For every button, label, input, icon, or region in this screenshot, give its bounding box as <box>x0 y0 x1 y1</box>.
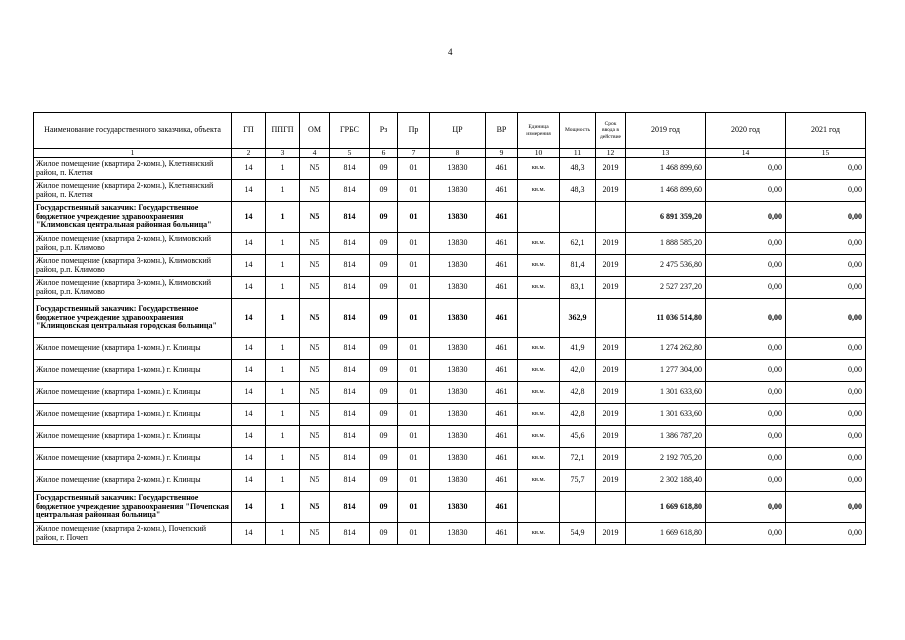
table-cell: кв.м. <box>518 338 560 360</box>
object-name-cell: Жилое помещение (квартира 3-комн.), Климовский район, р.п. Климово <box>34 255 232 277</box>
table-cell: 42,0 <box>560 360 596 382</box>
table-cell: 13830 <box>430 360 486 382</box>
table-cell: 09 <box>370 492 398 523</box>
table-cell: N5 <box>300 360 330 382</box>
table-cell: 0,00 <box>706 158 786 180</box>
col-header-gp: ГП <box>232 113 266 149</box>
table-cell: 72,1 <box>560 448 596 470</box>
table-cell: 1 <box>266 299 300 338</box>
table-cell: 0,00 <box>706 202 786 233</box>
table-cell: 0,00 <box>786 255 866 277</box>
table-cell: 2 192 705,20 <box>626 448 706 470</box>
table-cell: 2019 <box>596 448 626 470</box>
table-cell: 2019 <box>596 523 626 545</box>
object-row <box>34 180 866 202</box>
table-cell: 814 <box>330 404 370 426</box>
table-cell: 0,00 <box>706 360 786 382</box>
table-cell: 1 <box>266 382 300 404</box>
table-cell <box>518 299 560 338</box>
table-cell: N5 <box>300 404 330 426</box>
table-cell: 0,00 <box>706 448 786 470</box>
table-cell: 09 <box>370 180 398 202</box>
table-cell: 13830 <box>430 426 486 448</box>
column-number: 10 <box>518 149 560 158</box>
table-cell: N5 <box>300 202 330 233</box>
table-cell: 13830 <box>430 233 486 255</box>
table-cell: 1 274 262,80 <box>626 338 706 360</box>
table-cell: кв.м. <box>518 277 560 299</box>
table-cell: 814 <box>330 360 370 382</box>
table-cell: кв.м. <box>518 523 560 545</box>
table-cell: 0,00 <box>706 470 786 492</box>
investment-objects-table <box>33 112 866 545</box>
table-cell: 14 <box>232 448 266 470</box>
table-cell: 0,00 <box>786 360 866 382</box>
table-cell: 01 <box>398 426 430 448</box>
table-cell: 14 <box>232 338 266 360</box>
column-number: 15 <box>786 149 866 158</box>
table-cell: 01 <box>398 202 430 233</box>
table-cell: 14 <box>232 426 266 448</box>
table-cell: 0,00 <box>706 277 786 299</box>
object-name-cell: Государственный заказчик: Государственное бюджетное учреждение здравоохранения "Климовская центральная районная больница" <box>34 202 232 233</box>
table-cell: 01 <box>398 277 430 299</box>
table-cell: 0,00 <box>786 470 866 492</box>
table-cell: N5 <box>300 233 330 255</box>
col-header-pr: Пр <box>398 113 430 149</box>
table-cell: 461 <box>486 338 518 360</box>
table-body <box>34 158 866 545</box>
table-cell: 13830 <box>430 202 486 233</box>
table-cell: 01 <box>398 233 430 255</box>
table-cell: 13830 <box>430 180 486 202</box>
table-cell: 01 <box>398 523 430 545</box>
table-cell: 0,00 <box>786 180 866 202</box>
table-cell: 01 <box>398 470 430 492</box>
object-name-cell: Жилое помещение (квартира 2-комн.) г. Клинцы <box>34 470 232 492</box>
table-cell: 2 527 237,20 <box>626 277 706 299</box>
table-cell: 2019 <box>596 360 626 382</box>
table-cell: 0,00 <box>706 255 786 277</box>
table-cell: 11 036 514,80 <box>626 299 706 338</box>
table-cell <box>596 202 626 233</box>
table-cell: 45,6 <box>560 426 596 448</box>
table-cell: 0,00 <box>786 202 866 233</box>
table-cell: 461 <box>486 233 518 255</box>
col-header-capacity: Мощность <box>560 113 596 149</box>
table-cell: 14 <box>232 158 266 180</box>
table-cell: 14 <box>232 202 266 233</box>
column-number: 12 <box>596 149 626 158</box>
table-cell: 0,00 <box>786 158 866 180</box>
table-cell: 1 669 618,80 <box>626 523 706 545</box>
table-cell: 01 <box>398 255 430 277</box>
table-cell: N5 <box>300 470 330 492</box>
column-number: 9 <box>486 149 518 158</box>
table-cell: 14 <box>232 277 266 299</box>
table-cell: 13830 <box>430 158 486 180</box>
table-cell: 0,00 <box>786 426 866 448</box>
table-cell: 14 <box>232 523 266 545</box>
table-cell: 461 <box>486 404 518 426</box>
column-number: 3 <box>266 149 300 158</box>
table-cell: 09 <box>370 233 398 255</box>
table-cell: 14 <box>232 360 266 382</box>
table-cell: 81,4 <box>560 255 596 277</box>
table-cell: 0,00 <box>706 426 786 448</box>
table-cell: 0,00 <box>786 448 866 470</box>
table-cell: 14 <box>232 382 266 404</box>
table-cell: 6 891 359,20 <box>626 202 706 233</box>
table-cell: 42,8 <box>560 382 596 404</box>
table-cell: кв.м. <box>518 426 560 448</box>
table-cell: 1 <box>266 523 300 545</box>
table-cell: 0,00 <box>786 523 866 545</box>
table-cell <box>518 202 560 233</box>
header-row <box>34 113 866 149</box>
table-cell: 2019 <box>596 404 626 426</box>
table-cell: кв.м. <box>518 360 560 382</box>
table-cell: 09 <box>370 299 398 338</box>
table-cell: 0,00 <box>786 492 866 523</box>
object-row <box>34 404 866 426</box>
column-number-row <box>34 149 866 158</box>
table-cell: 09 <box>370 382 398 404</box>
table-cell: 01 <box>398 448 430 470</box>
column-number: 11 <box>560 149 596 158</box>
table-cell: 1 <box>266 360 300 382</box>
table-cell: N5 <box>300 448 330 470</box>
table-cell: 0,00 <box>706 404 786 426</box>
table-cell: 1 <box>266 255 300 277</box>
table-cell: 814 <box>330 233 370 255</box>
table-cell <box>560 492 596 523</box>
object-name-cell: Государственный заказчик: Государственное бюджетное учреждение здравоохранения "Почепская центральная районная больница" <box>34 492 232 523</box>
object-row <box>34 448 866 470</box>
table-cell: кв.м. <box>518 470 560 492</box>
table-cell: 0,00 <box>706 299 786 338</box>
table-cell: 814 <box>330 158 370 180</box>
col-header-vr: ВР <box>486 113 518 149</box>
table-cell: 2019 <box>596 277 626 299</box>
customer-summary-row <box>34 299 866 338</box>
object-row <box>34 255 866 277</box>
table-cell: 01 <box>398 360 430 382</box>
table-cell: N5 <box>300 277 330 299</box>
table-cell: 14 <box>232 180 266 202</box>
object-name-cell: Жилое помещение (квартира 1-комн.) г. Клинцы <box>34 360 232 382</box>
table-cell <box>596 299 626 338</box>
table-cell: 1 301 633,60 <box>626 404 706 426</box>
table-cell: 0,00 <box>786 299 866 338</box>
object-name-cell: Жилое помещение (квартира 2-комн.), Клетнянский район, п. Клетня <box>34 158 232 180</box>
table-cell: 54,9 <box>560 523 596 545</box>
table-cell: 0,00 <box>786 233 866 255</box>
table-cell: 2019 <box>596 382 626 404</box>
table-cell: 01 <box>398 404 430 426</box>
table-cell: 1 386 787,20 <box>626 426 706 448</box>
object-row <box>34 382 866 404</box>
col-header-rz: Рз <box>370 113 398 149</box>
table-cell: 461 <box>486 426 518 448</box>
table-cell: 814 <box>330 448 370 470</box>
table-cell: 14 <box>232 470 266 492</box>
table-cell: 1 <box>266 338 300 360</box>
table-cell: кв.м. <box>518 382 560 404</box>
col-header-ppgp: ППГП <box>266 113 300 149</box>
table-cell: 0,00 <box>786 338 866 360</box>
table-cell: 461 <box>486 299 518 338</box>
table-cell: 1 <box>266 404 300 426</box>
object-name-cell: Жилое помещение (квартира 3-комн.), Климовский район, р.п. Климово <box>34 277 232 299</box>
table-cell: 1 <box>266 426 300 448</box>
table-cell: 1 <box>266 158 300 180</box>
table-cell: 461 <box>486 360 518 382</box>
table-cell: 2019 <box>596 255 626 277</box>
table-cell: N5 <box>300 338 330 360</box>
object-name-cell: Жилое помещение (квартира 1-комн.) г. Клинцы <box>34 382 232 404</box>
table-cell: 461 <box>486 158 518 180</box>
table-cell: 814 <box>330 180 370 202</box>
table-cell: 1 277 304,00 <box>626 360 706 382</box>
table-cell: 13830 <box>430 255 486 277</box>
table-cell: 0,00 <box>786 382 866 404</box>
table-cell: 0,00 <box>786 277 866 299</box>
table-cell: 461 <box>486 255 518 277</box>
table-cell: 1 <box>266 202 300 233</box>
table-cell: 0,00 <box>706 180 786 202</box>
col-header-unit: Единица измерения <box>518 113 560 149</box>
column-number: 2 <box>232 149 266 158</box>
table-cell <box>518 492 560 523</box>
column-number: 1 <box>34 149 232 158</box>
table-cell: кв.м. <box>518 158 560 180</box>
table-cell: 1 <box>266 180 300 202</box>
object-name-cell: Государственный заказчик: Государственное бюджетное учреждение здравоохранения "Клинцовская центральная городская больница" <box>34 299 232 338</box>
table-cell: 461 <box>486 180 518 202</box>
table-cell: 01 <box>398 382 430 404</box>
table-cell: 461 <box>486 470 518 492</box>
table-cell: 83,1 <box>560 277 596 299</box>
table-cell: 814 <box>330 255 370 277</box>
table-cell: 13830 <box>430 523 486 545</box>
col-header-om: ОМ <box>300 113 330 149</box>
table-cell: 0,00 <box>706 492 786 523</box>
table-cell: 1 <box>266 277 300 299</box>
table-cell: 14 <box>232 299 266 338</box>
table-cell: 13830 <box>430 448 486 470</box>
col-header-2020: 2020 год <box>706 113 786 149</box>
table-cell: 814 <box>330 299 370 338</box>
table-cell: 14 <box>232 255 266 277</box>
table-cell: 814 <box>330 202 370 233</box>
table-cell: N5 <box>300 426 330 448</box>
table-cell: 01 <box>398 299 430 338</box>
table-cell: 62,1 <box>560 233 596 255</box>
table-cell: 814 <box>330 277 370 299</box>
table-cell: 13830 <box>430 338 486 360</box>
table-cell: 461 <box>486 448 518 470</box>
column-number: 13 <box>626 149 706 158</box>
table-cell: 814 <box>330 523 370 545</box>
table-cell: 14 <box>232 492 266 523</box>
table-cell: 0,00 <box>706 523 786 545</box>
table-cell: 01 <box>398 158 430 180</box>
object-row <box>34 277 866 299</box>
table-cell <box>596 492 626 523</box>
customer-summary-row <box>34 202 866 233</box>
object-row <box>34 233 866 255</box>
col-header-2019: 2019 год <box>626 113 706 149</box>
object-name-cell: Жилое помещение (квартира 1-комн.) г. Клинцы <box>34 404 232 426</box>
object-row <box>34 470 866 492</box>
table-cell: 0,00 <box>706 382 786 404</box>
table-cell: 0,00 <box>786 404 866 426</box>
table-cell: 09 <box>370 360 398 382</box>
table-cell: 1 <box>266 233 300 255</box>
object-name-cell: Жилое помещение (квартира 1-комн.) г. Клинцы <box>34 338 232 360</box>
table-cell: 42,8 <box>560 404 596 426</box>
table-cell: 09 <box>370 448 398 470</box>
object-row <box>34 360 866 382</box>
table-cell: 2 302 188,40 <box>626 470 706 492</box>
table-cell: 09 <box>370 338 398 360</box>
table-cell: 14 <box>232 233 266 255</box>
col-header-2021: 2021 год <box>786 113 866 149</box>
table-cell: 461 <box>486 382 518 404</box>
table-cell: 814 <box>330 338 370 360</box>
table-cell: 48,3 <box>560 158 596 180</box>
table-cell: N5 <box>300 180 330 202</box>
table-cell: 13830 <box>430 492 486 523</box>
table-cell: 09 <box>370 470 398 492</box>
table-cell: 1 468 899,60 <box>626 180 706 202</box>
column-number: 8 <box>430 149 486 158</box>
object-name-cell: Жилое помещение (квартира 2-комн.), Климовский район, р.п. Климово <box>34 233 232 255</box>
table-cell: 814 <box>330 382 370 404</box>
object-name-cell: Жилое помещение (квартира 2-комн.) г. Клинцы <box>34 448 232 470</box>
object-row <box>34 158 866 180</box>
col-header-grbs: ГРБС <box>330 113 370 149</box>
table-cell: 41,9 <box>560 338 596 360</box>
table-cell: 2019 <box>596 158 626 180</box>
object-name-cell: Жилое помещение (квартира 2-комн.), Почепский район, г. Почеп <box>34 523 232 545</box>
table-cell: 814 <box>330 426 370 448</box>
object-name-cell: Жилое помещение (квартира 2-комн.), Клетнянский район, п. Клетня <box>34 180 232 202</box>
table-cell: 2019 <box>596 233 626 255</box>
col-header-cr: ЦР <box>430 113 486 149</box>
table-cell: 09 <box>370 426 398 448</box>
table-cell: 14 <box>232 404 266 426</box>
table-cell: 09 <box>370 255 398 277</box>
table-cell: 01 <box>398 492 430 523</box>
table-cell: 461 <box>486 277 518 299</box>
table-cell: 75,7 <box>560 470 596 492</box>
table-cell: 2019 <box>596 180 626 202</box>
table-cell: 2 475 536,80 <box>626 255 706 277</box>
table-cell: 0,00 <box>706 338 786 360</box>
table-cell: 1 <box>266 448 300 470</box>
table-cell: 814 <box>330 492 370 523</box>
table-cell: 01 <box>398 338 430 360</box>
table-cell: 09 <box>370 277 398 299</box>
table-cell: 2019 <box>596 470 626 492</box>
table-cell: 814 <box>330 470 370 492</box>
table-cell: кв.м. <box>518 233 560 255</box>
customer-summary-row <box>34 492 866 523</box>
table-cell: 1 <box>266 492 300 523</box>
table-cell: 1 301 633,60 <box>626 382 706 404</box>
column-number: 14 <box>706 149 786 158</box>
table-cell: 09 <box>370 404 398 426</box>
table-cell: N5 <box>300 492 330 523</box>
col-header-name: Наименование государственного заказчика, объекта <box>34 113 232 149</box>
table-cell <box>560 202 596 233</box>
col-header-commissioning: Срок ввода в действие <box>596 113 626 149</box>
object-row <box>34 338 866 360</box>
table-cell: 461 <box>486 523 518 545</box>
column-number: 6 <box>370 149 398 158</box>
table-cell: кв.м. <box>518 180 560 202</box>
table-cell: 362,9 <box>560 299 596 338</box>
table-cell: N5 <box>300 299 330 338</box>
table-cell: 13830 <box>430 299 486 338</box>
table-cell: 13830 <box>430 404 486 426</box>
table-cell: 1 888 585,20 <box>626 233 706 255</box>
table-cell: 1 <box>266 470 300 492</box>
table-cell: N5 <box>300 523 330 545</box>
table-cell: кв.м. <box>518 448 560 470</box>
table-cell: 461 <box>486 202 518 233</box>
object-row <box>34 523 866 545</box>
table-cell: 1 669 618,80 <box>626 492 706 523</box>
table-cell: 2019 <box>596 338 626 360</box>
table-cell: 461 <box>486 492 518 523</box>
table-cell: 01 <box>398 180 430 202</box>
table-cell: 09 <box>370 202 398 233</box>
table-cell: 1 468 899,60 <box>626 158 706 180</box>
table-cell: N5 <box>300 255 330 277</box>
table-cell: 13830 <box>430 277 486 299</box>
table-cell: кв.м. <box>518 255 560 277</box>
table-cell: N5 <box>300 158 330 180</box>
column-number: 4 <box>300 149 330 158</box>
table-cell: N5 <box>300 382 330 404</box>
table-cell: 09 <box>370 158 398 180</box>
table-cell: 13830 <box>430 382 486 404</box>
object-row <box>34 426 866 448</box>
table-cell: 13830 <box>430 470 486 492</box>
column-number: 7 <box>398 149 430 158</box>
column-number: 5 <box>330 149 370 158</box>
table-cell: 2019 <box>596 426 626 448</box>
table-cell: 0,00 <box>706 233 786 255</box>
table-cell: кв.м. <box>518 404 560 426</box>
table-cell: 48,3 <box>560 180 596 202</box>
page-number: 4 <box>448 47 453 57</box>
object-name-cell: Жилое помещение (квартира 1-комн.) г. Клинцы <box>34 426 232 448</box>
table-cell: 09 <box>370 523 398 545</box>
